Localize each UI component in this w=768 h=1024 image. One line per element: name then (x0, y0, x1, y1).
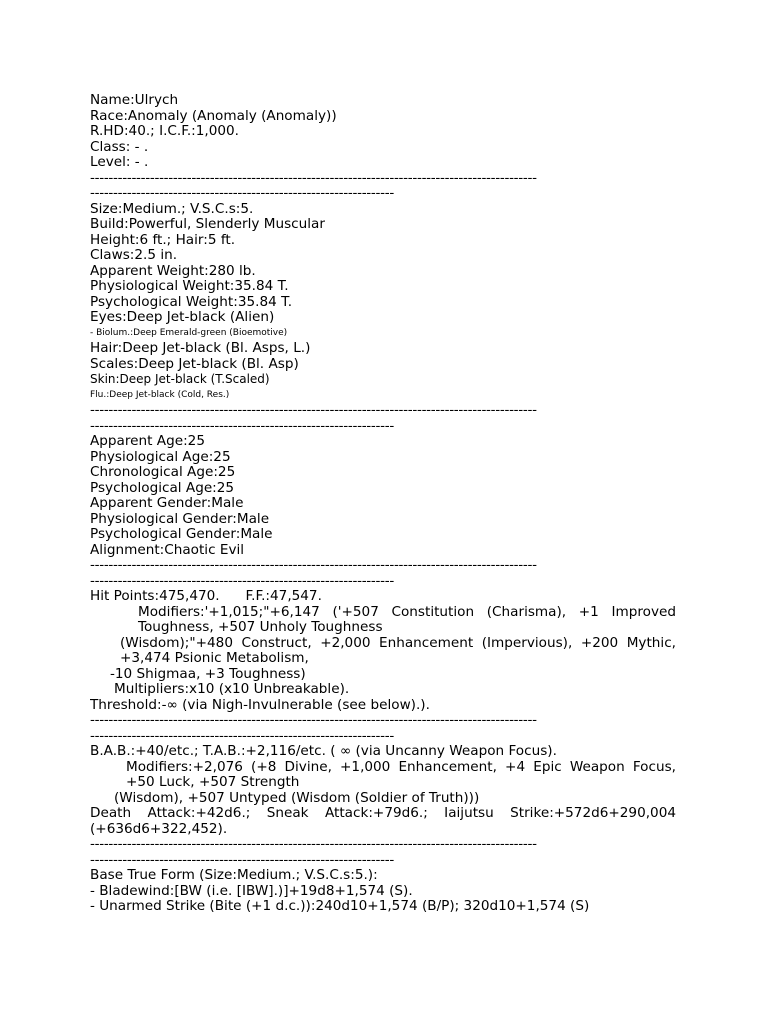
hp-modifiers-cont-line: (Wisdom);"+480 Construct, +2,000 Enhancement (Impervious), +200 Mythic, +3,474 Psionic Metabolism, (120, 635, 676, 666)
chronological-age-line: Chronological Age:25 (90, 465, 236, 480)
psychological-age-line: Psychological Age:25 (90, 480, 235, 496)
divider-short: ------------------------------------------------------------------ (90, 418, 394, 434)
divider-long: ------------------------------------------------------------------------------------------------- (90, 713, 537, 728)
bab-modifiers-cont-line: (Wisdom), +507 Untyped (Wisdom (Soldier of Truth))) (114, 790, 480, 806)
flu-line: Flu.:Deep Jet-black (Cold, Res.) (90, 389, 230, 400)
base-true-form-line: Base True Form (Size:Medium.; V.S.C.s:5.): (90, 868, 378, 883)
divider-short: ------------------------------------------------------------------ (90, 728, 394, 744)
divider-short: ------------------------------------------------------------------ (90, 852, 394, 868)
divider-short: ------------------------------------------------------------------ (90, 186, 394, 201)
alignment-line: Alignment:Chaotic Evil (90, 542, 245, 558)
skin-line: Skin:Deep Jet-black (T.Scaled) (90, 372, 270, 386)
apparent-weight-line: Apparent Weight:280 lb. (90, 263, 256, 279)
scales-line: Scales:Deep Jet-black (Bl. Asp) (90, 356, 299, 372)
name-line: Name:Ulrych (90, 93, 179, 108)
class-line: Class: - . (90, 139, 149, 155)
physiological-weight-line: Physiological Weight:35.84 T. (90, 279, 289, 294)
hit-points-line: Hit Points:475,470. F.F.:47,547. (90, 589, 322, 604)
threshold-line: Threshold:-∞ (via Nigh-Invulnerable (see below).). (90, 697, 430, 713)
rhd-line: R.HD:40.; I.C.F.:1,000. (90, 124, 239, 139)
divider-long: ------------------------------------------------------------------------------------------------- (90, 558, 537, 573)
hp-modifiers-cont2-line: -10 Shigmaa, +3 Toughness) (110, 666, 306, 682)
height-line: Height:6 ft.; Hair:5 ft. (90, 232, 236, 248)
psychological-gender-line: Psychological Gender:Male (90, 527, 273, 542)
build-line: Build:Powerful, Slenderly Muscular (90, 217, 325, 232)
divider-long: ------------------------------------------------------------------------------------------------- (90, 403, 537, 418)
hair-line: Hair:Deep Jet-black (Bl. Asps, L.) (90, 341, 311, 356)
race-line: Race:Anomaly (Anomaly (Anomaly)) (90, 108, 337, 124)
bladewind-line: - Bladewind:[BW (i.e. [IBW].)]+19d8+1,574 (S). (90, 883, 413, 899)
bab-line: B.A.B.:+40/etc.; T.A.B.:+2,116/etc. ( ∞ (via Uncanny Weapon Focus). (90, 744, 557, 759)
divider-long: ------------------------------------------------------------------------------------------------- (90, 170, 537, 186)
death-attack-line: Death Attack:+42d6.; Sneak Attack:+79d6.; Iaijutsu Strike:+572d6+290,004 (+636d6+322,452). (90, 806, 676, 837)
size-line: Size:Medium.; V.S.C.s:5. (90, 201, 254, 217)
multipliers-line: Multipliers:x10 (x10 Unbreakable). (114, 682, 350, 697)
level-line: Level: - . (90, 155, 149, 170)
claws-line: Claws:2.5 in. (90, 248, 178, 263)
biolum-line: - Biolum.:Deep Emerald-green (Bioemotive) (90, 327, 288, 338)
hp-modifiers-line: Modifiers:'+1,015;"+6,147 ('+507 Constitution (Charisma), +1 Improved Toughness, +507 Unholy Toughness (138, 604, 676, 635)
apparent-gender-line: Apparent Gender:Male (90, 496, 244, 511)
divider-short: ------------------------------------------------------------------ (90, 573, 394, 589)
physiological-age-line: Physiological Age:25 (90, 449, 231, 465)
bab-modifiers-line: Modifiers:+2,076 (+8 Divine, +1,000 Enhancement, +4 Epic Weapon Focus, +50 Luck, +507 Strength (126, 759, 676, 790)
apparent-age-line: Apparent Age:25 (90, 434, 205, 449)
physiological-gender-line: Physiological Gender:Male (90, 511, 270, 527)
document-body (90, 93, 676, 915)
psychological-weight-line: Psychological Weight:35.84 T. (90, 294, 293, 310)
eyes-line: Eyes:Deep Jet-black (Alien) (90, 310, 275, 325)
divider-long: ------------------------------------------------------------------------------------------------- (90, 837, 537, 852)
unarmed-strike-line: - Unarmed Strike (Bite (+1 d.c.)):240d10+1,574 (B/P); 320d10+1,574 (S) (90, 899, 590, 914)
